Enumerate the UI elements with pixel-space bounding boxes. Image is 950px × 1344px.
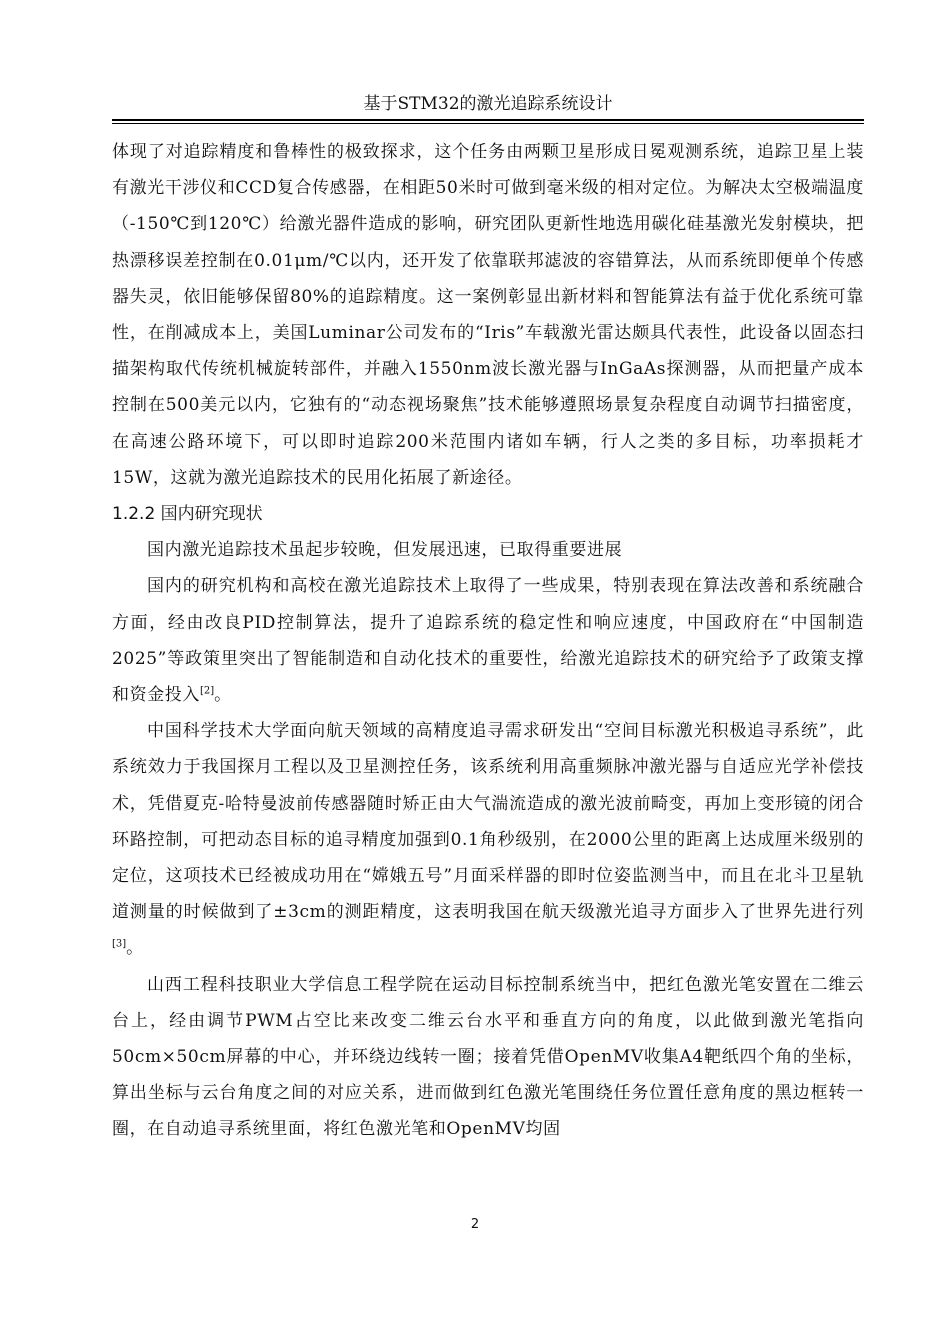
paragraph-continued: 体现了对追踪精度和鲁棒性的极致探求，这个任务由两颗卫星形成日冕观测系统，追踪卫星上装有激光干涉仪和CCD复合传感器，在相距50米时可做到毫米级的相对定位。为解决太空极端温度（-150℃到120℃）给激光器件造成的影响，研究团队更新性地选用碳化硅基激光发射模块，把热漂移误差控制在0.01μm/℃以内，还开发了依靠联邦滤波的容错算法，从而系统即便单个传感器失灵，依旧能够保留80%的追踪精度。这一案例彰显出新材料和智能算法有益于优化系统可靠性，在削减成本上，美国Luminar公司发布的“Iris”车载激光雷达颇具代表性，此设备以固态扫描架构取代传统机械旋转部件，并融入1550nm波长激光器与InGaAs探测器，从而把量产成本控制在500美元以内，它独有的“动态视场聚焦”技术能够遵照场景复杂程度自动调节扫描密度，在高速公路环境下，可以即时追踪200米范围内诸如车辆，行人之类的多目标，功率损耗才15W，这就为激光追踪技术的民用化拓展了新途径。 (112, 142, 864, 488)
paragraph-end: 。 (214, 685, 232, 706)
citation-ref: [2] (200, 685, 215, 697)
paragraph-text: 国内的研究机构和高校在激光追踪技术上取得了一些成果，特别表现在算法改善和系统融合方面，经由改良PID控制算法，提升了追踪系统的稳定性和响应速度，中国政府在“中国制造2025”等政策里突出了智能制造和自动化技术的重要性，给激光追踪技术的研究给予了政策支撑和资金投入 (112, 576, 864, 706)
header-rule-thin (112, 123, 864, 124)
page-number: 2 (470, 1217, 480, 1232)
paragraph-domestic-research (112, 568, 864, 713)
paragraph-intro: 国内激光追踪技术虽起步较晚，但发展迅速，已取得重要进展 (147, 540, 623, 561)
running-header: 基于STM32的激光追踪系统设计 (363, 94, 613, 114)
paragraph-shanxi: 山西工程科技职业大学信息工程学院在运动目标控制系统当中，把红色激光笔安置在二维云台上，经由调节PWM占空比来改变二维云台水平和垂直方向的角度，以此做到激光笔指向50cm×50cm屏幕的中心，并环绕边线转一圈；接着凭借OpenMV收集A4靶纸四个角的坐标，算出坐标与云台角度之间的对应关系，进而做到红色激光笔围绕任务位置任意角度的黑边框转一圈，在自动追寻系统里面，将红色激光笔和OpenMV均固 (112, 974, 864, 1140)
paragraph-text: 中国科学技术大学面向航天领域的高精度追寻需求研发出“空间目标激光积极追寻系统”，此系统效力于我国探月工程以及卫星测控任务，该系统利用高重频脉冲激光器与自适应光学补偿技术，凭借夏克-哈特曼波前传感器随时矫正由大气湍流造成的激光波前畸变，再加上变形镜的闭合环路控制，可把动态目标的追寻精度加强到0.1角秒级别，在2000公里的距离上达成厘米级别的定位，这项技术已经被成功用在“嫦娥五号”月面采样器的即时位姿监测当中，而且在北斗卫星轨道测量的时候做到了±3cm的测距精度，这表明我国在航天级激光追寻方面步入了世界先进行列 (112, 721, 864, 923)
section-heading: 1.2.2 国内研究现状 (112, 504, 263, 525)
citation-ref: [3] (112, 938, 127, 950)
paragraph-ustc (112, 713, 864, 966)
body-text (112, 134, 864, 1148)
paragraph-end: 。 (126, 938, 144, 959)
header-rule-thick (112, 119, 864, 121)
